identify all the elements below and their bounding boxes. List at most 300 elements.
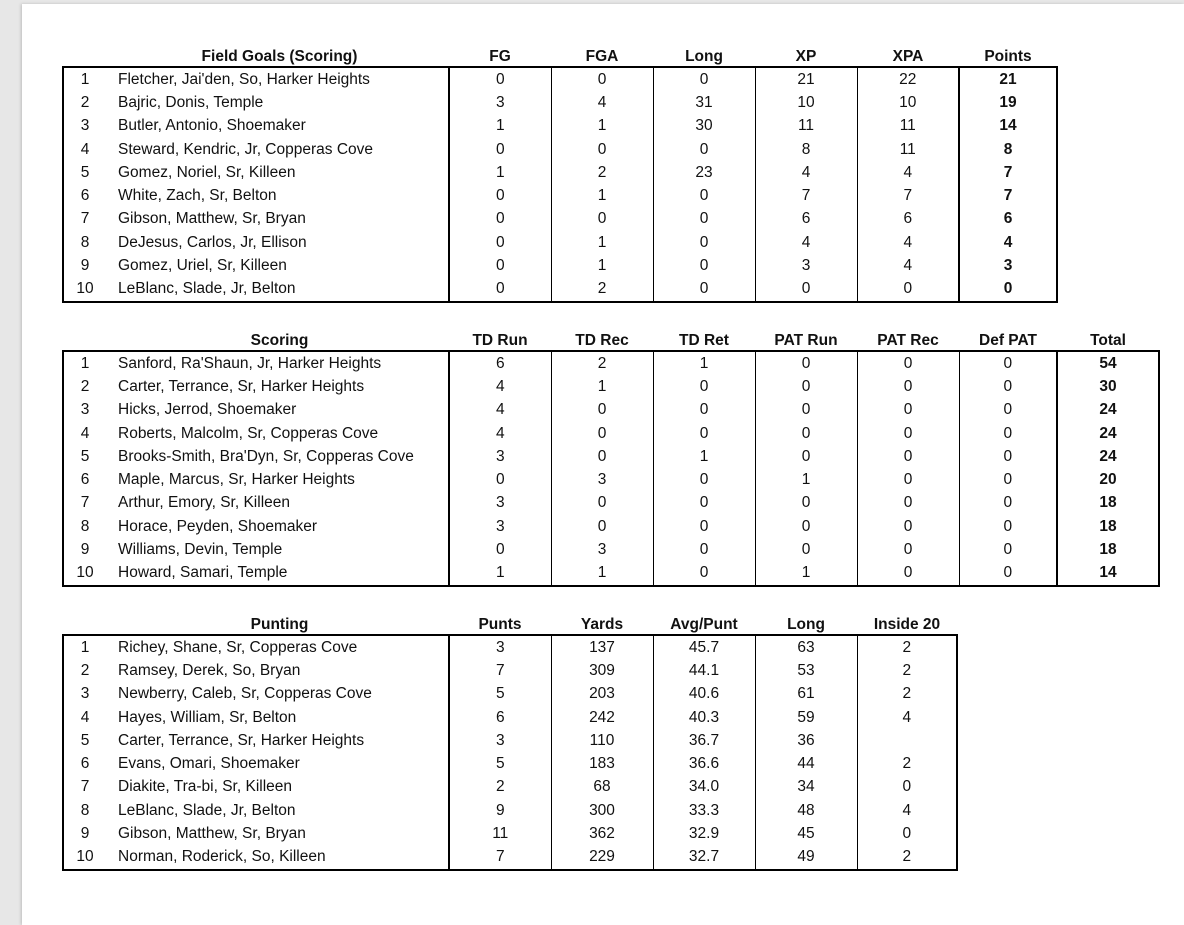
stat-cell: 4 — [755, 231, 857, 254]
stat-cell: 0 — [449, 231, 551, 254]
table-row — [63, 254, 1057, 277]
stat-cell: 1 — [653, 351, 755, 375]
stat-cell: 2 — [551, 351, 653, 375]
stat-cell: 9 — [449, 799, 551, 822]
rank-cell: 1 — [63, 351, 110, 375]
stat-cell: 3 — [959, 254, 1057, 277]
stat-cell: 6 — [449, 351, 551, 375]
stat-cell: 10 — [755, 91, 857, 114]
column-header: TD Rec — [575, 332, 629, 349]
rank-cell: 4 — [63, 422, 110, 445]
stat-cell: 34 — [755, 776, 857, 799]
document-page — [22, 4, 1184, 925]
stat-cell: 0 — [653, 138, 755, 161]
stat-cell: 5 — [449, 752, 551, 775]
stat-cell: 2 — [551, 161, 653, 184]
table-row — [63, 515, 1159, 538]
stat-cell: 3 — [449, 445, 551, 468]
table-row — [63, 231, 1057, 254]
stat-cell: 0 — [755, 515, 857, 538]
stat-cell: 0 — [449, 208, 551, 231]
stat-cell: 0 — [857, 515, 959, 538]
stat-cell: 24 — [1057, 422, 1159, 445]
rank-cell: 7 — [63, 776, 110, 799]
rank-cell: 6 — [63, 752, 110, 775]
player-name-cell: Horace, Peyden, Shoemaker — [110, 515, 449, 538]
stat-cell: 20 — [1057, 468, 1159, 491]
column-header: Long — [685, 48, 723, 65]
rank-cell: 4 — [63, 706, 110, 729]
stat-cell: 0 — [653, 538, 755, 561]
stat-cell: 7 — [959, 161, 1057, 184]
stat-cell: 0 — [857, 399, 959, 422]
stat-cell: 0 — [653, 184, 755, 207]
field-goals-body — [63, 67, 1057, 302]
stat-cell: 48 — [755, 799, 857, 822]
player-name-cell: Hicks, Jerrod, Shoemaker — [110, 399, 449, 422]
stat-cell: 30 — [1057, 375, 1159, 398]
stat-cell: 33.3 — [653, 799, 755, 822]
stat-cell: 362 — [551, 822, 653, 845]
rank-cell: 3 — [63, 399, 110, 422]
stat-cell: 23 — [653, 161, 755, 184]
table-row — [63, 799, 957, 822]
stat-cell: 4 — [857, 706, 957, 729]
stat-cell: 0 — [755, 278, 857, 302]
stat-cell: 40.3 — [653, 706, 755, 729]
player-name-cell: Gomez, Uriel, Sr, Killeen — [110, 254, 449, 277]
stat-cell: 4 — [449, 399, 551, 422]
table-row — [63, 538, 1159, 561]
stat-cell: 1 — [551, 562, 653, 586]
column-header: Inside 20 — [873, 616, 941, 633]
table-row — [63, 492, 1159, 515]
stat-cell: 0 — [653, 278, 755, 302]
rank-cell: 2 — [63, 659, 110, 682]
stat-cell: 4 — [857, 161, 959, 184]
stat-cell: 21 — [959, 67, 1057, 91]
stat-cell: 18 — [1057, 492, 1159, 515]
stat-cell: 2 — [857, 683, 957, 706]
player-name-cell: Steward, Kendric, Jr, Copperas Cove — [110, 138, 449, 161]
stat-cell: 6 — [959, 208, 1057, 231]
player-name-cell: Fletcher, Jai'den, So, Harker Heights — [110, 67, 449, 91]
table-row — [63, 278, 1057, 302]
stat-cell: 11 — [755, 115, 857, 138]
stat-cell: 49 — [755, 846, 857, 870]
table-row — [63, 422, 1159, 445]
table-row — [63, 67, 1057, 91]
table-header-row — [63, 326, 1159, 351]
stat-cell: 1 — [551, 115, 653, 138]
stat-cell: 0 — [857, 422, 959, 445]
punting-table — [62, 610, 958, 871]
stat-cell: 24 — [1057, 445, 1159, 468]
column-header: Def PAT — [979, 332, 1037, 349]
stat-cell: 0 — [857, 375, 959, 398]
column-header: FG — [489, 48, 511, 65]
stat-cell: 1 — [449, 115, 551, 138]
stat-cell: 0 — [959, 562, 1057, 586]
rank-cell: 10 — [63, 562, 110, 586]
stat-cell: 183 — [551, 752, 653, 775]
player-name-cell: DeJesus, Carlos, Jr, Ellison — [110, 231, 449, 254]
stat-cell: 0 — [959, 538, 1057, 561]
player-name-cell: Butler, Antonio, Shoemaker — [110, 115, 449, 138]
stat-cell: 0 — [449, 468, 551, 491]
rank-cell: 8 — [63, 515, 110, 538]
rank-cell: 4 — [63, 138, 110, 161]
stat-cell: 0 — [551, 208, 653, 231]
stat-cell: 8 — [959, 138, 1057, 161]
stat-cell: 0 — [857, 776, 957, 799]
player-name-cell: LeBlanc, Slade, Jr, Belton — [110, 799, 449, 822]
stat-cell: 110 — [551, 729, 653, 752]
stat-cell: 0 — [551, 492, 653, 515]
stat-cell: 0 — [653, 208, 755, 231]
table-row — [63, 208, 1057, 231]
stat-cell: 0 — [653, 562, 755, 586]
stat-cell: 4 — [755, 161, 857, 184]
table-row — [63, 846, 957, 870]
stat-cell: 31 — [653, 91, 755, 114]
stat-cell: 137 — [551, 635, 653, 659]
column-header: Field Goals (Scoring) — [201, 48, 358, 65]
stat-cell: 0 — [653, 231, 755, 254]
stat-cell: 59 — [755, 706, 857, 729]
rank-cell: 3 — [63, 115, 110, 138]
rank-cell: 2 — [63, 91, 110, 114]
column-header: XP — [795, 48, 817, 65]
column-header: PAT Run — [774, 332, 838, 349]
stat-cell: 0 — [959, 445, 1057, 468]
column-header: Points — [984, 48, 1032, 65]
scoring-table — [62, 326, 1160, 587]
stat-cell: 1 — [653, 445, 755, 468]
stat-cell: 300 — [551, 799, 653, 822]
stat-cell: 4 — [857, 799, 957, 822]
stat-cell: 21 — [755, 67, 857, 91]
stat-cell: 2 — [551, 278, 653, 302]
column-header: Yards — [580, 616, 624, 633]
stat-cell: 0 — [959, 515, 1057, 538]
rank-cell: 10 — [63, 846, 110, 870]
stat-cell: 0 — [857, 538, 959, 561]
table-row — [63, 776, 957, 799]
rank-cell: 6 — [63, 468, 110, 491]
player-name-cell: Howard, Samari, Temple — [110, 562, 449, 586]
stat-cell: 63 — [755, 635, 857, 659]
stat-cell: 0 — [653, 254, 755, 277]
stat-cell: 0 — [449, 67, 551, 91]
stat-cell: 0 — [755, 445, 857, 468]
stat-cell: 1 — [449, 562, 551, 586]
stat-cell: 2 — [449, 776, 551, 799]
scoring-body — [63, 351, 1159, 586]
player-name-cell: Brooks-Smith, Bra'Dyn, Sr, Copperas Cove — [110, 445, 449, 468]
stat-cell: 0 — [857, 492, 959, 515]
column-header: TD Ret — [679, 332, 729, 349]
stat-cell: 45.7 — [653, 635, 755, 659]
stat-cell: 3 — [449, 635, 551, 659]
table-row — [63, 375, 1159, 398]
stat-cell: 4 — [857, 254, 959, 277]
player-name-cell: Gomez, Noriel, Sr, Killeen — [110, 161, 449, 184]
column-header: Avg/Punt — [670, 616, 738, 633]
player-name-cell: Richey, Shane, Sr, Copperas Cove — [110, 635, 449, 659]
stat-cell: 18 — [1057, 538, 1159, 561]
column-header: Punts — [478, 616, 522, 633]
player-name-cell: Williams, Devin, Temple — [110, 538, 449, 561]
table-row — [63, 683, 957, 706]
column-header: Long — [787, 616, 825, 633]
stat-cell — [857, 729, 957, 752]
stat-cell: 0 — [653, 492, 755, 515]
stat-cell: 4 — [959, 231, 1057, 254]
stat-cell: 0 — [449, 138, 551, 161]
stat-cell: 0 — [857, 562, 959, 586]
rank-cell: 9 — [63, 538, 110, 561]
stat-cell: 6 — [857, 208, 959, 231]
rank-cell: 5 — [63, 161, 110, 184]
stat-cell: 14 — [959, 115, 1057, 138]
stat-cell: 3 — [551, 468, 653, 491]
stat-cell: 18 — [1057, 515, 1159, 538]
stat-cell: 2 — [857, 846, 957, 870]
stat-cell: 0 — [653, 399, 755, 422]
stat-cell: 54 — [1057, 351, 1159, 375]
table-row — [63, 445, 1159, 468]
player-name-cell: Maple, Marcus, Sr, Harker Heights — [110, 468, 449, 491]
stat-cell: 1 — [551, 254, 653, 277]
stat-cell: 0 — [551, 138, 653, 161]
stat-cell: 2 — [857, 635, 957, 659]
table-row — [63, 161, 1057, 184]
stat-cell: 36 — [755, 729, 857, 752]
column-header: Punting — [250, 616, 309, 633]
stat-cell: 0 — [755, 422, 857, 445]
stat-cell: 0 — [449, 184, 551, 207]
stat-cell: 0 — [653, 515, 755, 538]
stat-cell: 4 — [449, 422, 551, 445]
stat-cell: 0 — [653, 468, 755, 491]
rank-cell: 5 — [63, 445, 110, 468]
table-row — [63, 635, 957, 659]
table-row — [63, 822, 957, 845]
column-header: FGA — [585, 48, 619, 65]
player-name-cell: Evans, Omari, Shoemaker — [110, 752, 449, 775]
stat-cell: 0 — [449, 538, 551, 561]
stat-cell: 0 — [449, 254, 551, 277]
table-row — [63, 706, 957, 729]
stat-cell: 0 — [857, 351, 959, 375]
table-row — [63, 752, 957, 775]
rank-cell: 7 — [63, 208, 110, 231]
punting-body — [63, 635, 957, 870]
rank-cell: 2 — [63, 375, 110, 398]
stat-cell: 229 — [551, 846, 653, 870]
table-row — [63, 351, 1159, 375]
stat-cell: 3 — [449, 91, 551, 114]
stat-cell: 0 — [755, 375, 857, 398]
table-row — [63, 138, 1057, 161]
stat-cell: 7 — [857, 184, 959, 207]
stat-cell: 0 — [857, 468, 959, 491]
table-row — [63, 184, 1057, 207]
stat-cell: 0 — [959, 422, 1057, 445]
rank-cell: 1 — [63, 67, 110, 91]
rank-cell: 3 — [63, 683, 110, 706]
rank-cell: 9 — [63, 254, 110, 277]
stat-cell: 2 — [857, 752, 957, 775]
stat-cell: 0 — [959, 399, 1057, 422]
stat-cell: 40.6 — [653, 683, 755, 706]
table-row — [63, 659, 957, 682]
table-row — [63, 399, 1159, 422]
stat-cell: 309 — [551, 659, 653, 682]
player-name-cell: Arthur, Emory, Sr, Killeen — [110, 492, 449, 515]
player-name-cell: White, Zach, Sr, Belton — [110, 184, 449, 207]
field-goals-table — [62, 42, 1058, 303]
stat-cell: 61 — [755, 683, 857, 706]
player-name-cell: Gibson, Matthew, Sr, Bryan — [110, 208, 449, 231]
column-header: PAT Rec — [877, 332, 939, 349]
stat-cell: 1 — [551, 184, 653, 207]
stat-cell: 0 — [959, 278, 1057, 302]
column-header: Total — [1090, 332, 1126, 349]
table-row — [63, 91, 1057, 114]
rank-cell: 8 — [63, 799, 110, 822]
stat-cell: 32.9 — [653, 822, 755, 845]
rank-cell: 5 — [63, 729, 110, 752]
stat-cell: 3 — [755, 254, 857, 277]
player-name-cell: LeBlanc, Slade, Jr, Belton — [110, 278, 449, 302]
stat-cell: 7 — [755, 184, 857, 207]
stat-cell: 11 — [857, 115, 959, 138]
stat-cell: 14 — [1057, 562, 1159, 586]
stat-cell: 36.7 — [653, 729, 755, 752]
stat-cell: 7 — [449, 846, 551, 870]
rank-cell: 8 — [63, 231, 110, 254]
player-name-cell: Gibson, Matthew, Sr, Bryan — [110, 822, 449, 845]
player-name-cell: Norman, Roderick, So, Killeen — [110, 846, 449, 870]
stat-cell: 242 — [551, 706, 653, 729]
table-row — [63, 468, 1159, 491]
stat-cell: 0 — [653, 67, 755, 91]
stat-cell: 44 — [755, 752, 857, 775]
player-name-cell: Roberts, Malcolm, Sr, Copperas Cove — [110, 422, 449, 445]
player-name-cell: Carter, Terrance, Sr, Harker Heights — [110, 375, 449, 398]
stat-cell: 5 — [449, 683, 551, 706]
player-name-cell: Hayes, William, Sr, Belton — [110, 706, 449, 729]
stat-cell: 4 — [449, 375, 551, 398]
stat-cell: 53 — [755, 659, 857, 682]
stat-cell: 44.1 — [653, 659, 755, 682]
player-name-cell: Newberry, Caleb, Sr, Copperas Cove — [110, 683, 449, 706]
stat-cell: 0 — [755, 399, 857, 422]
stat-cell: 0 — [551, 445, 653, 468]
stat-cell: 11 — [857, 138, 959, 161]
player-name-cell: Bajric, Donis, Temple — [110, 91, 449, 114]
stat-cell: 22 — [857, 67, 959, 91]
rank-cell: 7 — [63, 492, 110, 515]
player-name-cell: Diakite, Tra-bi, Sr, Killeen — [110, 776, 449, 799]
stat-cell: 8 — [755, 138, 857, 161]
stat-cell: 0 — [551, 515, 653, 538]
stat-cell: 0 — [959, 375, 1057, 398]
stat-cell: 0 — [653, 375, 755, 398]
stat-cell: 11 — [449, 822, 551, 845]
column-header: TD Run — [472, 332, 528, 349]
stat-cell: 19 — [959, 91, 1057, 114]
stat-cell: 0 — [551, 422, 653, 445]
stat-cell: 0 — [551, 67, 653, 91]
player-name-cell: Sanford, Ra'Shaun, Jr, Harker Heights — [110, 351, 449, 375]
rank-cell: 1 — [63, 635, 110, 659]
stat-cell: 0 — [551, 399, 653, 422]
stat-cell: 4 — [551, 91, 653, 114]
stat-cell: 3 — [449, 729, 551, 752]
stat-cell: 32.7 — [653, 846, 755, 870]
stat-cell: 0 — [959, 351, 1057, 375]
column-header: Scoring — [250, 332, 309, 349]
stat-cell: 24 — [1057, 399, 1159, 422]
rank-cell: 9 — [63, 822, 110, 845]
stat-cell: 30 — [653, 115, 755, 138]
stat-cell: 4 — [857, 231, 959, 254]
stat-cell: 0 — [755, 351, 857, 375]
stat-cell: 34.0 — [653, 776, 755, 799]
table-row — [63, 115, 1057, 138]
stat-cell: 0 — [653, 422, 755, 445]
stat-cell: 203 — [551, 683, 653, 706]
stat-cell: 3 — [449, 492, 551, 515]
stat-cell: 6 — [449, 706, 551, 729]
column-header: XPA — [892, 48, 924, 65]
stat-cell: 3 — [551, 538, 653, 561]
table-row — [63, 729, 957, 752]
stat-cell: 1 — [755, 562, 857, 586]
stat-cell: 0 — [959, 468, 1057, 491]
stat-cell: 1 — [755, 468, 857, 491]
stat-cell: 0 — [857, 822, 957, 845]
stat-cell: 7 — [959, 184, 1057, 207]
table-header-row — [63, 610, 957, 635]
stat-cell: 3 — [449, 515, 551, 538]
rank-cell: 6 — [63, 184, 110, 207]
stat-cell: 1 — [449, 161, 551, 184]
stat-cell: 45 — [755, 822, 857, 845]
stat-cell: 36.6 — [653, 752, 755, 775]
stat-cell: 7 — [449, 659, 551, 682]
stat-cell: 0 — [959, 492, 1057, 515]
stat-cell: 1 — [551, 231, 653, 254]
stat-cell: 0 — [755, 492, 857, 515]
stat-cell: 0 — [449, 278, 551, 302]
rank-cell: 10 — [63, 278, 110, 302]
stat-cell: 6 — [755, 208, 857, 231]
stat-cell: 68 — [551, 776, 653, 799]
stat-cell: 10 — [857, 91, 959, 114]
table-header-row — [63, 42, 1057, 67]
stat-cell: 0 — [857, 278, 959, 302]
table-row — [63, 562, 1159, 586]
stat-cell: 1 — [551, 375, 653, 398]
stat-cell: 2 — [857, 659, 957, 682]
player-name-cell: Carter, Terrance, Sr, Harker Heights — [110, 729, 449, 752]
player-name-cell: Ramsey, Derek, So, Bryan — [110, 659, 449, 682]
stat-cell: 0 — [755, 538, 857, 561]
